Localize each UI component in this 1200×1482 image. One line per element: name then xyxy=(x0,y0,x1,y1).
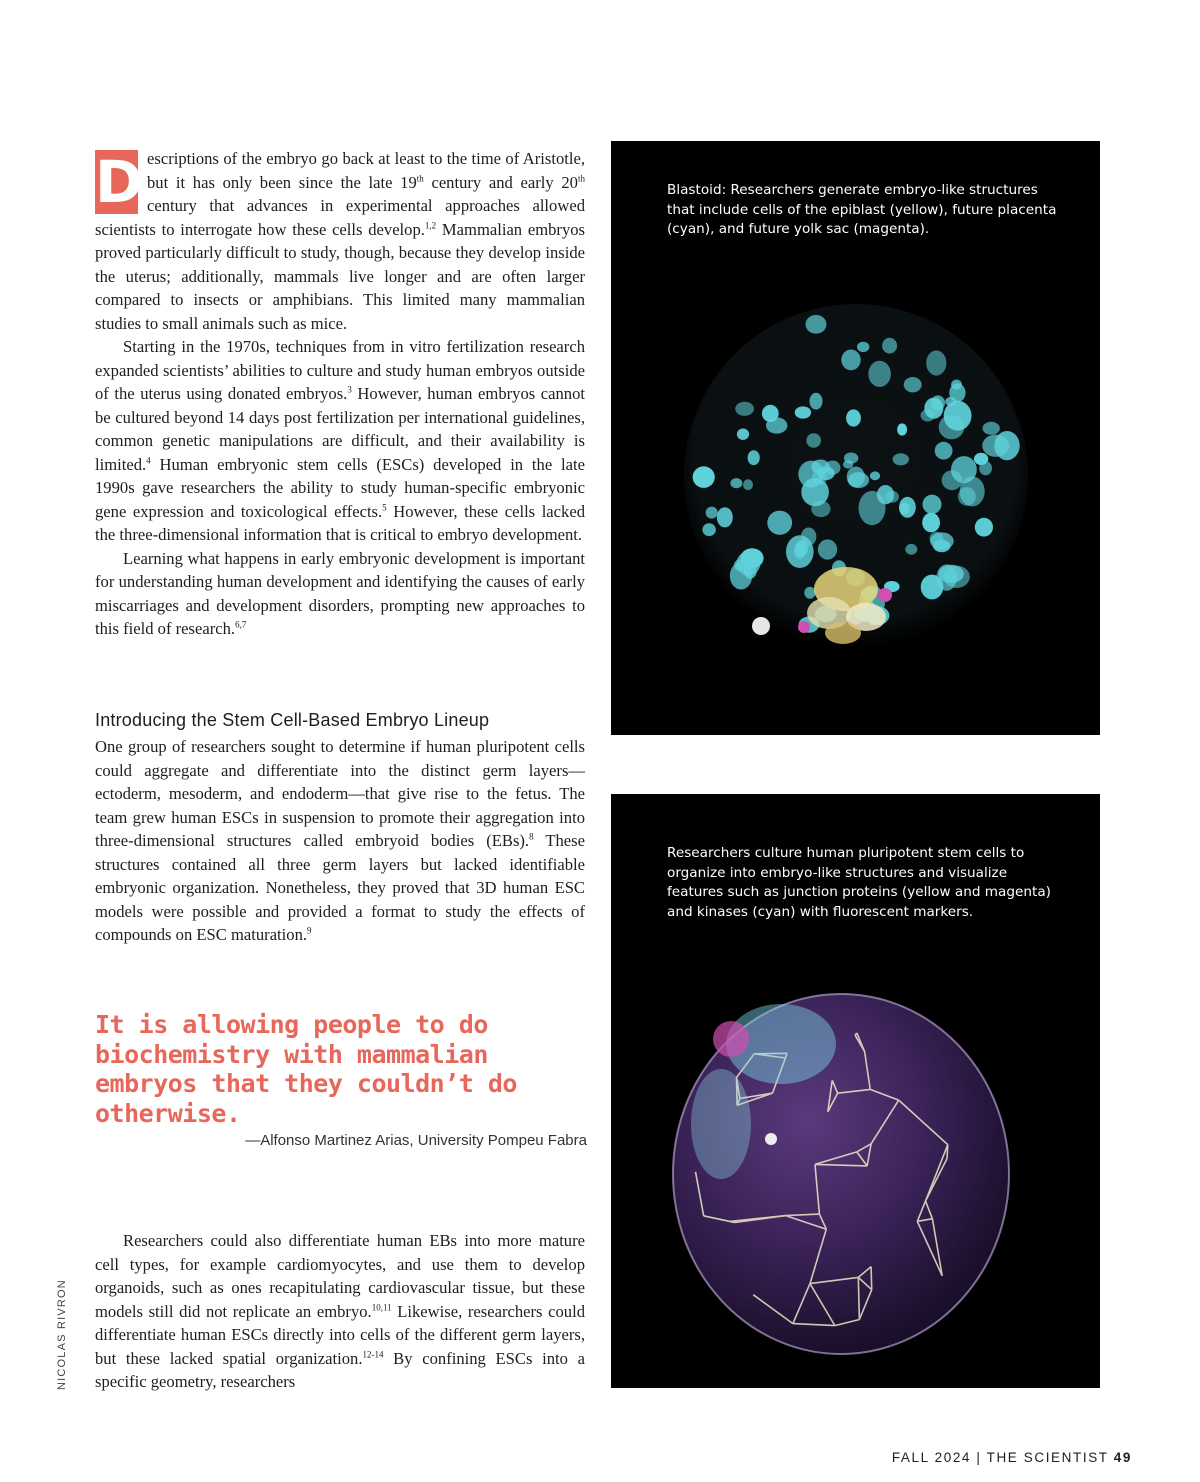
cyan-nucleus xyxy=(893,453,909,465)
closing-paragraph: Researchers could also differentiate human EBs into more mature cell types, for example cardiomyocytes, and use them to develop organoids, such as ones recapitulating cardiovascular tissue, but these models still did not replicate an embryo.$^{10,11}$ Likewise, researchers could differentiate human ESCs directly into cells of the different germ layers, but these lacked spatial organization.$^{12-14}$ By confining ESCs into a specific geometry, researchers xyxy=(95,1231,585,1391)
drop-cap: D xyxy=(95,148,144,216)
intro-paragraph-2: Starting in the 1970s, techniques from in vitro fertilization research expanded scientists’ abilities to culture and study human embryos outside of the uterus using donated embryos.$^3$ However, human embryos cannot be cultured beyond 14 days post fertilization per international guidelines, common genetic manipulations are difficult, and their availability is limited.$^4$ Human embryonic stem cells (ESCs) developed in the late 1990s gave researchers the ability to study human-specific embryonic gene expression and toxicological effects.$^5$ However, these cells lacked the three-dimensional information that is critical to embryo development. xyxy=(95,337,586,544)
cyan-nucleus xyxy=(806,315,827,334)
cyan-nucleus xyxy=(958,487,976,506)
cyan-nucleus xyxy=(795,406,811,418)
embryo-model-caption: Researchers culture human pluripotent stem cells to organize into embryo-like structures and visualize features such as junction proteins (yellow and magenta) and kinases (cyan) with fluorescent markers. xyxy=(667,845,1051,920)
cyan-nucleus xyxy=(806,433,821,447)
intro-paragraph-3: Learning what happens in early embryonic development is important for understanding human development and identifying the causes of early miscarriages and development disorders, prompting new approaches to this field of research.$^{6,7}$ xyxy=(95,548,585,638)
cyan-nucleus xyxy=(702,523,715,536)
embryo-model-figure xyxy=(611,794,1100,1388)
blastoid-figure xyxy=(611,141,1100,735)
cyan-nucleus xyxy=(886,491,899,503)
section-paragraph-1: One group of researchers sought to determine if human pluripotent cells could aggregate and differentiate into the distinct germ layers—ectoderm, mesoderm, and endoderm—that give rise to the fetus. The team grew human ESCs in suspension to promote their aggregation into three-dimensional structures called embryoid bodies (EBs).$^8$ These structures contained all three germ layers but lacked identifiable embryonic organization. Nonetheless, they proved that 3D human ESC models were possible and provided a format to study the effects of compounds on ESC maturation.$^9$ xyxy=(95,737,585,944)
cyan-nucleus xyxy=(693,466,715,488)
cyan-nucleus xyxy=(706,507,718,519)
cyan-nucleus xyxy=(743,479,753,490)
cyan-nucleus xyxy=(811,501,830,517)
cyan-nucleus xyxy=(717,507,733,527)
cyan-nucleus xyxy=(843,460,853,468)
pull-quote-attribution: —Alfonso Martinez Arias, University Pompeu Fabra xyxy=(245,1132,587,1149)
pull-quote: It is allowing people to do biochemistry with mammalian embryos that they couldn’t do otherwise. xyxy=(95,1010,517,1128)
closing-text-block xyxy=(95,1229,585,1394)
page-number: 49 xyxy=(1113,1450,1132,1465)
cell-junction xyxy=(871,1267,872,1290)
cyan-nucleus xyxy=(767,511,792,535)
cyan-nucleus xyxy=(804,587,815,599)
cyan-nucleus xyxy=(841,350,860,371)
cyan-nucleus xyxy=(810,393,823,410)
cyan-nucleus xyxy=(730,478,742,488)
cyan-nucleus xyxy=(897,423,907,435)
issue-label: FALL 2024 | THE SCIENTIST xyxy=(891,1450,1109,1465)
cyan-nucleus xyxy=(939,415,965,440)
cyan-nucleus xyxy=(766,417,787,433)
page-footer xyxy=(892,1450,1132,1465)
cyan-nucleus xyxy=(735,402,754,416)
cyan-nucleus xyxy=(857,342,869,352)
embryo-model-image xyxy=(611,794,1100,1388)
intro-paragraph-1: D escriptions of the embryo go back at least to the time of Aristotle, but it has only been since the late 19th century and early 20th century that advances in experimental approaches allowed scientists to interrogate how these cells develop.$^{1,2}$ Mammalian embryos proved particularly difficult to study, though, because they develop inside the uterus; additionally, mammals live longer and are often larger compared to insects or amphibians. This limited many mammalian studies to small animals such as mice. xyxy=(95,148,586,333)
cyan-nucleus xyxy=(922,513,940,533)
cyan-nucleus xyxy=(975,518,993,537)
cyan-nucleus xyxy=(974,453,988,465)
cyan-nucleus xyxy=(904,377,922,392)
cyan-nucleus xyxy=(868,361,891,387)
photo-credit: NICOLAS RIVRON xyxy=(56,1279,68,1390)
cyan-nucleus xyxy=(847,467,865,488)
cell-junction xyxy=(858,1277,859,1319)
cyan-nucleus xyxy=(923,495,942,514)
cyan-nucleus xyxy=(935,442,953,460)
section-heading: Introducing the Stem Cell-Based Embryo Lineup xyxy=(95,710,490,730)
cyan-nucleus xyxy=(905,544,917,555)
cyan-nucleus xyxy=(811,460,829,475)
cyan-nucleus xyxy=(818,539,837,559)
cyan-nucleus xyxy=(882,338,897,354)
cyan-nucleus xyxy=(846,409,861,426)
cyan-nucleus xyxy=(786,535,814,568)
cyan-nucleus xyxy=(870,471,880,480)
intro-text-block xyxy=(95,147,585,641)
cyan-nucleus xyxy=(921,409,935,421)
cyan-nucleus xyxy=(936,564,957,590)
cyan-nucleus xyxy=(744,563,757,578)
section-text-block xyxy=(95,735,585,947)
blastoid-caption: Blastoid: Researchers generate embryo-like structures that include cells of the epiblast (yellow), future placenta (cyan), and future yolk sac (magenta). xyxy=(667,182,1057,238)
cyan-nucleus xyxy=(737,429,749,440)
blastoid-image xyxy=(611,141,1100,735)
cyan-nucleus xyxy=(926,350,946,375)
cyan-nucleus xyxy=(748,450,760,465)
cyan-nucleus xyxy=(982,435,1009,457)
cyan-nucleus xyxy=(930,532,954,549)
cyan-nucleus xyxy=(949,383,965,402)
cyan-nucleus xyxy=(983,422,1000,435)
cyan-nucleus xyxy=(900,503,910,515)
